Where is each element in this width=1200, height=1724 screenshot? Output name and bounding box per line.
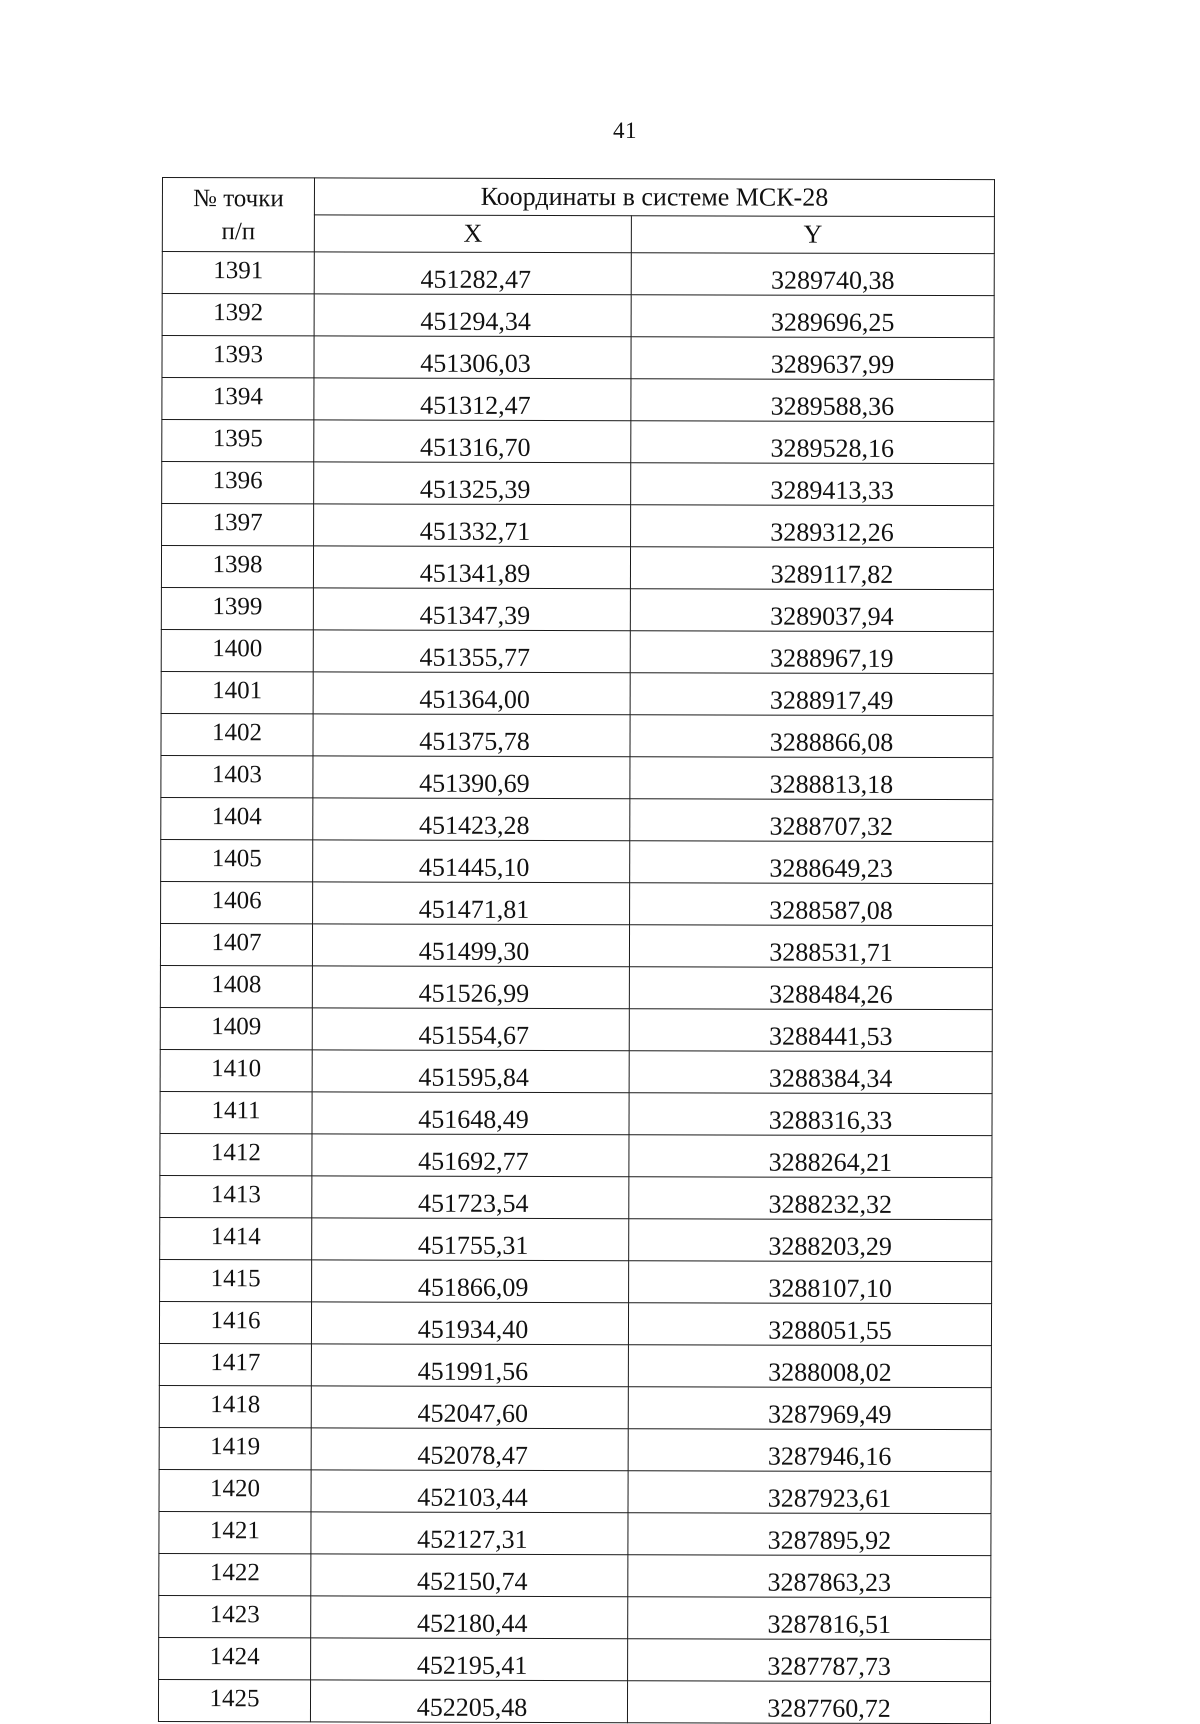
x-coordinate-cell: 452103,44 (311, 1470, 628, 1513)
table-row (161, 881, 993, 925)
y-coordinate-cell: 3288707,32 (630, 799, 993, 842)
x-coordinate-cell: 451991,56 (311, 1344, 628, 1387)
y-coordinate-cell: 3288107,10 (629, 1261, 992, 1304)
x-coordinate-cell: 451692,77 (312, 1134, 629, 1177)
y-coordinate-cell: 3289037,94 (630, 589, 993, 632)
point-number-cell: 1399 (161, 587, 313, 629)
table-row (159, 1637, 991, 1681)
point-number-cell: 1412 (160, 1133, 312, 1175)
y-coordinate-cell: 3289637,99 (631, 337, 994, 380)
x-coordinate-cell: 451282,47 (314, 252, 631, 295)
point-number-cell: 1425 (158, 1679, 310, 1721)
table-row (159, 1427, 991, 1471)
x-coordinate-cell: 451316,70 (314, 420, 631, 463)
y-coordinate-cell: 3287895,92 (628, 1513, 991, 1556)
table-row (162, 504, 994, 548)
table-row (160, 1133, 992, 1177)
table-row (162, 378, 994, 422)
point-number-cell: 1393 (162, 336, 314, 378)
x-coordinate-cell: 451471,81 (313, 882, 630, 925)
table-row (160, 1091, 992, 1135)
x-coordinate-cell: 451341,89 (313, 546, 630, 589)
point-number-cell: 1422 (159, 1553, 311, 1595)
y-coordinate-cell: 3289413,33 (631, 463, 994, 506)
x-coordinate-cell: 451332,71 (314, 504, 631, 547)
table-row (161, 797, 993, 841)
point-number-cell: 1406 (161, 881, 313, 923)
point-number-cell: 1407 (160, 923, 312, 965)
point-number-cell: 1409 (160, 1007, 312, 1049)
table-row (162, 252, 994, 296)
x-coordinate-cell: 451866,09 (312, 1260, 629, 1303)
table-row (159, 1511, 991, 1555)
point-number-cell: 1394 (162, 378, 314, 420)
x-coordinate-cell: 451355,77 (313, 630, 630, 673)
x-coordinate-cell: 452047,60 (311, 1386, 628, 1429)
point-number-cell: 1418 (159, 1385, 311, 1427)
point-number-cell: 1397 (162, 504, 314, 546)
y-coordinate-cell: 3288203,29 (629, 1219, 992, 1262)
y-coordinate-cell: 3289740,38 (631, 253, 994, 296)
y-coordinate-cell: 3288232,32 (629, 1177, 992, 1220)
table-row (159, 1553, 991, 1597)
x-coordinate-cell: 452180,44 (311, 1596, 628, 1639)
x-coordinate-cell: 452205,48 (310, 1680, 627, 1723)
point-number-cell: 1402 (161, 713, 313, 755)
y-coordinate-cell: 3288917,49 (630, 673, 993, 716)
y-coordinate-cell: 3288384,34 (629, 1051, 992, 1094)
table-row (161, 755, 993, 799)
point-number-cell: 1419 (159, 1427, 311, 1469)
y-coordinate-cell: 3287969,49 (628, 1387, 991, 1430)
table-row (162, 462, 994, 506)
coordinates-table (158, 177, 995, 1724)
table-row (159, 1469, 991, 1513)
table-row (158, 1679, 990, 1723)
table-row (160, 965, 992, 1009)
table-row (159, 1385, 991, 1429)
table-row (162, 294, 994, 338)
point-number-cell: 1417 (159, 1343, 311, 1385)
x-coordinate-cell: 451934,40 (311, 1302, 628, 1345)
point-number-cell: 1420 (159, 1469, 311, 1511)
x-coordinate-cell: 452150,74 (311, 1554, 628, 1597)
point-number-cell: 1396 (162, 462, 314, 504)
point-number-cell: 1411 (160, 1091, 312, 1133)
y-coordinate-cell: 3288484,26 (629, 967, 992, 1010)
x-coordinate-cell: 451390,69 (313, 756, 630, 799)
point-number-cell: 1410 (160, 1049, 312, 1091)
y-coordinate-cell: 3288051,55 (628, 1303, 991, 1346)
table-row (160, 1259, 992, 1303)
y-coordinate-cell: 3287923,61 (628, 1471, 991, 1514)
y-coordinate-cell: 3287863,23 (628, 1555, 991, 1598)
x-coordinate-cell: 451554,67 (312, 1008, 629, 1051)
table-row (162, 420, 994, 464)
x-coordinate-cell: 452078,47 (311, 1428, 628, 1471)
table-row (160, 923, 992, 967)
point-number-cell: 1400 (161, 629, 313, 671)
y-coordinate-cell: 3288866,08 (630, 715, 993, 758)
point-number-cell: 1423 (159, 1595, 311, 1637)
table-row (161, 587, 993, 631)
table-row (162, 336, 994, 380)
y-coordinate-cell: 3288264,21 (629, 1135, 992, 1178)
y-column-header: Y (631, 216, 994, 254)
x-coordinate-cell: 451445,10 (313, 840, 630, 883)
x-coordinate-cell: 451595,84 (312, 1050, 629, 1093)
y-coordinate-cell: 3288316,33 (629, 1093, 992, 1136)
x-coordinate-cell: 451526,99 (312, 966, 629, 1009)
y-coordinate-cell: 3289696,25 (631, 295, 994, 338)
table-row (160, 1049, 992, 1093)
x-coordinate-cell: 451294,34 (314, 294, 631, 337)
y-coordinate-cell: 3288008,02 (628, 1345, 991, 1388)
x-coordinate-cell: 451499,30 (312, 924, 629, 967)
point-number-header-line1: № точки (193, 184, 284, 212)
point-number-cell: 1392 (162, 294, 314, 336)
x-coordinate-cell: 451325,39 (314, 462, 631, 505)
x-coordinate-cell: 451648,49 (312, 1092, 629, 1135)
point-number-cell: 1405 (161, 839, 313, 881)
y-coordinate-cell: 3288441,53 (629, 1009, 992, 1052)
point-number-cell: 1414 (160, 1217, 312, 1259)
point-number-header (162, 178, 314, 252)
y-coordinate-cell: 3288967,19 (630, 631, 993, 674)
x-coordinate-cell: 451306,03 (314, 336, 631, 379)
table-row (161, 713, 993, 757)
table-body (158, 252, 994, 1724)
point-number-cell: 1395 (162, 420, 314, 462)
y-coordinate-cell: 3288587,08 (630, 883, 993, 926)
x-coordinate-cell: 451347,39 (313, 588, 630, 631)
point-number-cell: 1404 (161, 797, 313, 839)
point-number-cell: 1415 (160, 1259, 312, 1301)
table-row (159, 1343, 991, 1387)
x-coordinate-cell: 451375,78 (313, 714, 630, 757)
y-coordinate-cell: 3289588,36 (631, 379, 994, 422)
table-row (161, 671, 993, 715)
y-coordinate-cell: 3289117,82 (630, 547, 993, 590)
table-row (159, 1301, 991, 1345)
x-coordinate-cell: 451755,31 (312, 1218, 629, 1261)
table-row (161, 546, 993, 590)
point-number-cell: 1403 (161, 755, 313, 797)
y-coordinate-cell: 3288649,23 (630, 841, 993, 884)
y-coordinate-cell: 3287816,51 (628, 1597, 991, 1640)
coordinates-group-header: Координаты в системе МСК-28 (314, 178, 994, 217)
y-coordinate-cell: 3289312,26 (631, 505, 994, 548)
point-number-cell: 1416 (159, 1301, 311, 1343)
page-number: 41 (613, 118, 637, 143)
y-coordinate-cell: 3287787,73 (628, 1639, 991, 1682)
table-row (161, 839, 993, 883)
table-row (160, 1007, 992, 1051)
point-number-cell: 1424 (159, 1637, 311, 1679)
point-number-cell: 1413 (160, 1175, 312, 1217)
table-row (159, 1595, 991, 1639)
table-row (160, 1217, 992, 1261)
point-number-cell: 1401 (161, 671, 313, 713)
table-header (162, 178, 994, 254)
y-coordinate-cell: 3289528,16 (631, 421, 994, 464)
point-number-header-line2: п/п (221, 217, 256, 245)
x-coordinate-cell: 451723,54 (312, 1176, 629, 1219)
table-row (160, 1175, 992, 1219)
x-coordinate-cell: 451312,47 (314, 378, 631, 421)
x-coordinate-cell: 451423,28 (313, 798, 630, 841)
point-number-cell: 1398 (161, 546, 313, 588)
x-coordinate-cell: 452127,31 (311, 1512, 628, 1555)
x-coordinate-cell: 451364,00 (313, 672, 630, 715)
x-coordinate-cell: 452195,41 (311, 1638, 628, 1681)
x-column-header: X (314, 215, 631, 253)
table-row (161, 629, 993, 673)
y-coordinate-cell: 3287760,72 (627, 1681, 990, 1724)
y-coordinate-cell: 3288813,18 (630, 757, 993, 800)
y-coordinate-cell: 3288531,71 (629, 925, 992, 968)
y-coordinate-cell: 3287946,16 (628, 1429, 991, 1472)
point-number-cell: 1391 (162, 252, 314, 294)
point-number-cell: 1421 (159, 1511, 311, 1553)
point-number-cell: 1408 (160, 965, 312, 1007)
